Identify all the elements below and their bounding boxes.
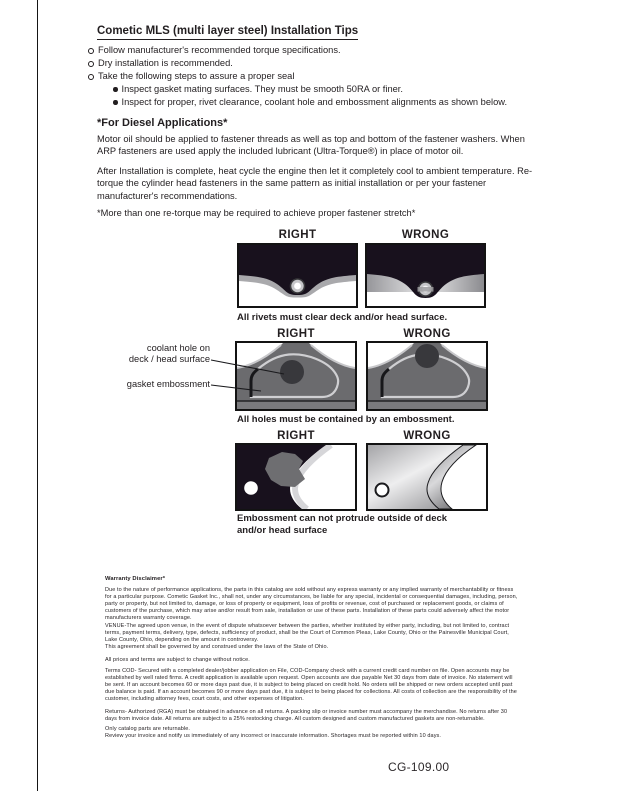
left-margin-line	[37, 0, 38, 791]
right-label: RIGHT	[277, 430, 315, 442]
prices-note: All prices and terms are subject to change without notice.	[105, 657, 250, 663]
terms-paragraph: Terms COD- Secured with a completed dealer/jobber application on File, COD-Company check with a current credit card number on file. Open accounts may be established by well rated firms. A credit application is available upon request. Open accounts are due payable Net 30 days from date of invoice. No statement will be sent. If an account becomes 60 or more days past due, it is subject to being placed on credit hold. No orders will be shipped or new orders accepted until past due balance is paid. If an account becomes 90 or more days past due, it is subject to being placed for collections. All costs of collection are the responsibility of the customer, including attorney fees, court costs, and other expenses of litigation.	[105, 668, 517, 702]
tip-text: Inspect for proper, rivet clearance, coolant hole and embossment alignments as shown below.	[121, 97, 508, 107]
diesel-heading: *For Diesel Applications*	[97, 117, 228, 129]
list-item	[113, 97, 507, 110]
holes-caption: All holes must be contained by an embossment.	[237, 414, 455, 425]
returns-paragraph: Returns- Authorized (RGA) must be obtained in advance on all returns. A packing slip or invoice number must accompany the merchandise. No returns after 30 days from invoice date. All returns are subject to a 25% restocking charge. All custom designed and custom manufactured gaskets are non-returnable.	[105, 709, 508, 722]
tip-text: Follow manufacturer's recommended torque specifications.	[98, 45, 341, 55]
rivet-right-diagram	[237, 243, 358, 308]
tip-text: Dry installation is recommended.	[98, 58, 233, 68]
dot-bullet-icon	[113, 87, 118, 92]
page-code: CG-109.00	[388, 760, 450, 774]
circle-bullet-icon	[88, 74, 94, 80]
list-item	[88, 58, 507, 71]
warranty-heading: Warranty Disclaimer*	[105, 576, 166, 582]
diesel-paragraph-2: After Installation is complete, heat cycle the engine then let it completely cool to ambient temperature. Re-torque the cylinder head fasteners in the same pattern as initial installation or per your fastener manufacturer's recommendations.	[97, 166, 533, 201]
protrude-wrong-diagram	[366, 443, 488, 511]
holes-wrong-diagram	[366, 341, 488, 411]
protrude-wrong-illustration	[368, 445, 486, 509]
circle-bullet-icon	[88, 61, 94, 67]
list-item	[113, 84, 507, 97]
coolant-hole-label: coolant hole on deck / head surface	[128, 343, 210, 364]
warranty-disclaimer: Due to the nature of performance applications, the parts in this catalog are sold without any express warranty or any implied warranty of merchantability or fitness for a particular purpose. Cometic Gasket Inc., shall not, under any circumstances, be liable for any special, incidental or consequential damages, including, person, party or property, but not limited to, damage, or loss of property or equipment, loss of profits or revenue, cost of purchased or replacement goods, or claims of customers of the purchase, which may arise and/or result from sale, installation or use of these parts. Installation of these parts could adversely affect the motor manufacturers warranty coverage.	[105, 587, 518, 621]
catalog-note: Only catalog parts are returnable. Review your invoice and notify us immediately of any incorrect or inaccurate information. Shortages must be reported within 10 days.	[105, 726, 442, 739]
page-title: Cometic MLS (multi layer steel) Installation Tips	[97, 25, 358, 40]
leader-lines	[118, 341, 370, 419]
wrong-label: WRONG	[403, 430, 451, 442]
protrude-caption: Embossment can not protrude outside of deck and/or head surface	[237, 513, 448, 536]
tip-text: Inspect gasket mating surfaces. They must be smooth 50RA or finer.	[121, 84, 403, 94]
right-label: RIGHT	[277, 328, 315, 340]
right-label: RIGHT	[278, 229, 317, 241]
protrude-right-illustration	[237, 445, 355, 509]
gasket-embossment-label: gasket embossment	[126, 379, 210, 389]
wrong-label: WRONG	[401, 229, 450, 241]
rivet-right-illustration	[239, 245, 356, 306]
circle-bullet-icon	[88, 48, 94, 54]
rivet-wrong-diagram	[365, 243, 486, 308]
venue-paragraph: VENUE-The agreed upon venue, in the event of dispute whatsoever between the parties, whether instituted by either party, including, but not limited to, contract terms, payment terms, delivery, type, defects, sufficiency of product, shall be the Court of Common Pleas, Lake County, Ohio or the Painesville Municipal Court, Lake County, Ohio, depending on the amount in controversy. This agreement shall be governed by and construed under the laws of the State of Ohio.	[105, 623, 510, 650]
rivet-caption: All rivets must clear deck and/or head surface.	[237, 312, 448, 323]
wrong-label: WRONG	[403, 328, 451, 340]
list-item	[88, 45, 507, 58]
diesel-note: *More than one re-torque may be required to achieve proper fastener stretch*	[97, 208, 416, 218]
list-item	[88, 71, 507, 84]
rivet-wrong-illustration	[367, 245, 484, 306]
holes-wrong-illustration	[368, 343, 486, 409]
protrude-right-diagram	[235, 443, 357, 511]
tips-list	[88, 45, 507, 110]
diesel-paragraph-1: Motor oil should be applied to fastener threads as well as top and bottom of the fastener washers. When ARP fasteners are used apply the included lubricant (Ultra-Torque®) in place of motor oil.	[97, 134, 525, 157]
page-title-wrap	[97, 21, 358, 40]
tip-text: Take the following steps to assure a proper seal	[98, 71, 295, 81]
dot-bullet-icon	[113, 100, 118, 105]
